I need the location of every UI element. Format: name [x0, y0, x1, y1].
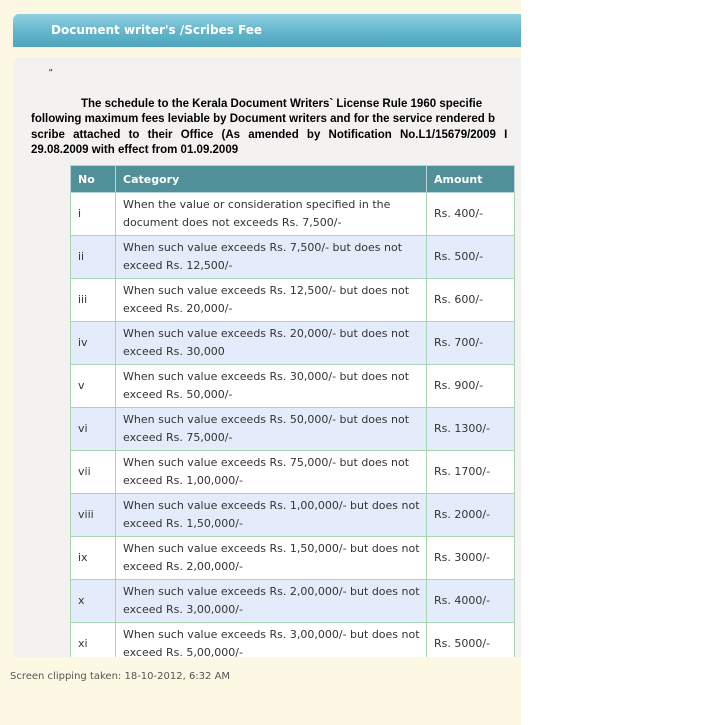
- cell-category: When such value exceeds Rs. 20,000/- but does not exceed Rs. 30,000: [116, 322, 427, 365]
- cell-amount: Rs. 5000/-: [427, 623, 515, 658]
- intro-line: 29.08.2009 with effect from 01.09.2009: [31, 143, 239, 156]
- cell-category: When such value exceeds Rs. 12,500/- but does not exceed Rs. 20,000/-: [116, 279, 427, 322]
- column-header-amount: Amount: [427, 166, 515, 193]
- table-row: [71, 494, 515, 537]
- table-row: [71, 193, 515, 236]
- cell-no: xi: [71, 623, 116, 658]
- cell-category: When such value exceeds Rs. 50,000/- but does not exceed Rs. 75,000/-: [116, 408, 427, 451]
- panel-header: [13, 14, 521, 47]
- table-row: [71, 537, 515, 580]
- table-row: [71, 322, 515, 365]
- cell-no: ii: [71, 236, 116, 279]
- cell-amount: Rs. 700/-: [427, 322, 515, 365]
- table-row: [71, 279, 515, 322]
- table-row: [71, 451, 515, 494]
- cell-category: When such value exceeds Rs. 1,00,000/- but does not exceed Rs. 1,50,000/-: [116, 494, 427, 537]
- table-row: [71, 236, 515, 279]
- intro-paragraph: [31, 97, 521, 158]
- panel-body: [13, 57, 521, 657]
- cell-amount: Rs. 400/-: [427, 193, 515, 236]
- table-row: [71, 623, 515, 658]
- cell-amount: Rs. 3000/-: [427, 537, 515, 580]
- intro-line: The schedule to the Kerala Document Writers` License Rule 1960 specifie: [81, 98, 483, 110]
- cell-no: vii: [71, 451, 116, 494]
- cell-category: When such value exceeds Rs. 7,500/- but does not exceed Rs. 12,500/-: [116, 236, 427, 279]
- cell-amount: Rs. 2000/-: [427, 494, 515, 537]
- cell-amount: Rs. 4000/-: [427, 580, 515, 623]
- cell-category: When such value exceeds Rs. 3,00,000/- but does not exceed Rs. 5,00,000/-: [116, 623, 427, 658]
- cell-no: ix: [71, 537, 116, 580]
- cell-amount: Rs. 1300/-: [427, 408, 515, 451]
- cell-category: When such value exceeds Rs. 75,000/- but does not exceed Rs. 1,00,000/-: [116, 451, 427, 494]
- cell-amount: Rs. 1700/-: [427, 451, 515, 494]
- cell-no: vi: [71, 408, 116, 451]
- table-row: [71, 408, 515, 451]
- cell-category: When such value exceeds Rs. 1,50,000/- but does not exceed Rs. 2,00,000/-: [116, 537, 427, 580]
- cell-amount: Rs. 600/-: [427, 279, 515, 322]
- cell-no: viii: [71, 494, 116, 537]
- fee-table: [70, 165, 515, 657]
- cell-no: i: [71, 193, 116, 236]
- cell-no: iv: [71, 322, 116, 365]
- cell-amount: Rs. 500/-: [427, 236, 515, 279]
- cell-category: When such value exceeds Rs. 30,000/- but does not exceed Rs. 50,000/-: [116, 365, 427, 408]
- cell-no: iii: [71, 279, 116, 322]
- column-header-category: Category: [116, 166, 427, 193]
- table-row: [71, 580, 515, 623]
- clipping-caption: Screen clipping taken: 18-10-2012, 6:32 AM: [10, 671, 231, 682]
- quote-mark: ": [49, 68, 53, 79]
- cell-no: x: [71, 580, 116, 623]
- intro-line: following maximum fees leviable by Document writers and for the service rendered b: [31, 113, 495, 126]
- cell-amount: Rs. 900/-: [427, 365, 515, 408]
- table-body: [71, 193, 515, 658]
- column-header-no: No: [71, 166, 116, 193]
- panel-title: Document writer's /Scribes Fee: [51, 23, 263, 37]
- cell-category: When the value or consideration specified in the document does not exceeds Rs. 7,500/-: [116, 193, 427, 236]
- cell-category: When such value exceeds Rs. 2,00,000/- but does not exceed Rs. 3,00,000/-: [116, 580, 427, 623]
- table-row: [71, 365, 515, 408]
- intro-line: scribe attached to their Office (As amended by Notification No.L1/15679/2009 I: [31, 128, 508, 141]
- table-header-row: [71, 166, 515, 193]
- cell-no: v: [71, 365, 116, 408]
